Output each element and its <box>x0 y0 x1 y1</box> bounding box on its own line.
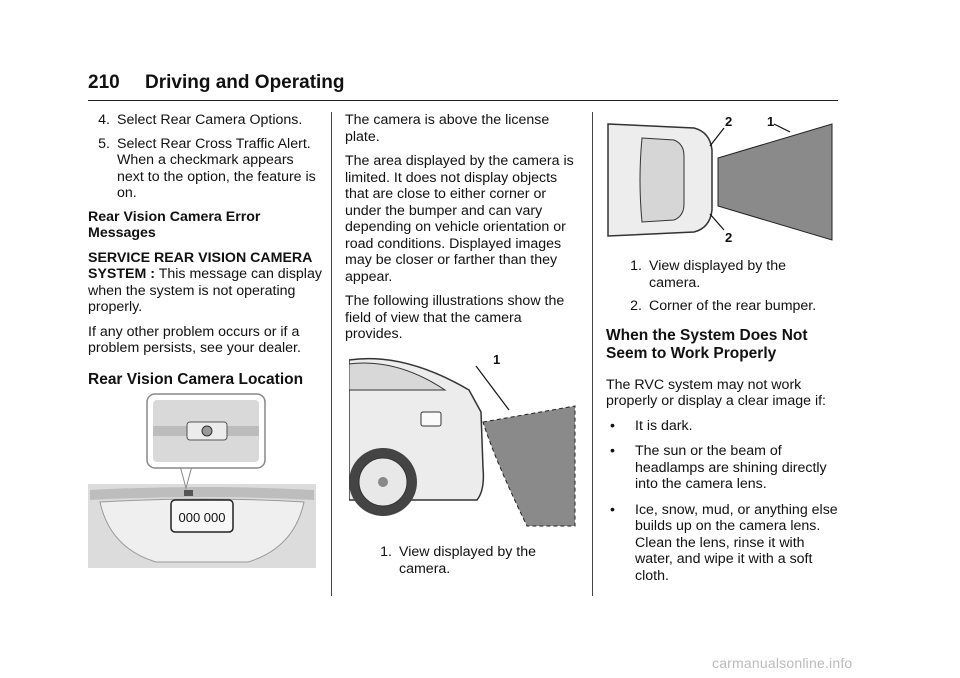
error-message-text: This message can display when the system is not operating properly. <box>88 266 322 315</box>
top-view-caption-2: 2. Corner of the rear bumper. <box>630 298 817 314</box>
paragraph-area-limited: The area displayed by the camera is limited. It does not display objects that are close to either corner or under the bumper and can vary depending on vehicle orientation or road conditions. Displayed images may be closer or farther than they appear. <box>345 153 574 285</box>
top-view-figure <box>606 110 836 246</box>
bullet-item: • The sun or the beam of headlamps are shining directly into the camera lens. <box>610 443 827 492</box>
fuel-door <box>421 412 441 426</box>
column-divider-1 <box>331 112 332 596</box>
license-plate-text: 000 000 <box>178 510 226 525</box>
car-rear-glass <box>640 138 684 222</box>
bullet-item: • It is dark. <box>610 417 693 434</box>
step-4: 4. Select Rear Camera Options. <box>98 112 303 128</box>
camera-lens-icon <box>202 426 212 436</box>
rvc-intro: The RVC system may not work properly or display a clear image if: <box>606 376 827 409</box>
callout-label-1: 1 <box>767 114 775 129</box>
side-view-caption: 1. View displayed by the camera. <box>380 544 536 577</box>
error-message-paragraph <box>88 250 324 316</box>
dealer-paragraph: If any other problem occurs or if a problem persists, see your dealer. <box>88 323 301 356</box>
column-3 <box>606 258 838 593</box>
paragraph-illustrations: The following illustrations show the field of view that the camera provides. <box>345 293 565 342</box>
callout-label-1: 1 <box>493 352 501 367</box>
page-number: 210 <box>88 72 120 93</box>
callout-label-2-top: 2 <box>725 114 733 129</box>
camera-location-figure <box>88 392 316 568</box>
wheel-hub <box>378 477 388 487</box>
system-not-working-heading: When the System Does Not Seem to Work Properly <box>606 326 808 362</box>
column-divider-2 <box>592 112 593 596</box>
top-view-caption-1: 1. View displayed by the camera. <box>630 258 786 291</box>
callout-label-2-bottom: 2 <box>725 230 733 245</box>
page-header <box>88 70 838 101</box>
error-messages-subheading: Rear Vision Camera Error Messages <box>88 208 261 241</box>
side-view-figure <box>349 350 577 530</box>
camera-mount <box>184 490 193 496</box>
bullet-item: • Ice, snow, mud, or anything else builds up on the camera lens. Clean the lens, rinse it with water, and wipe it with a soft cloth. <box>610 501 838 584</box>
column-2 <box>345 112 581 351</box>
column-1 <box>88 112 324 407</box>
error-message-label: SERVICE REAR VISION CAMERA SYSTEM : <box>88 249 312 282</box>
paragraph-camera-above: The camera is above the license plate. <box>345 112 550 145</box>
watermark: carmanualsonline.info <box>712 655 853 671</box>
camera-location-heading: Rear Vision Camera Location <box>88 370 304 388</box>
section-title: Driving and Operating <box>145 72 345 93</box>
step-5: 5. Select Rear Cross Traffic Alert. When a checkmark appears next to the option, the feature is on. <box>98 135 316 201</box>
